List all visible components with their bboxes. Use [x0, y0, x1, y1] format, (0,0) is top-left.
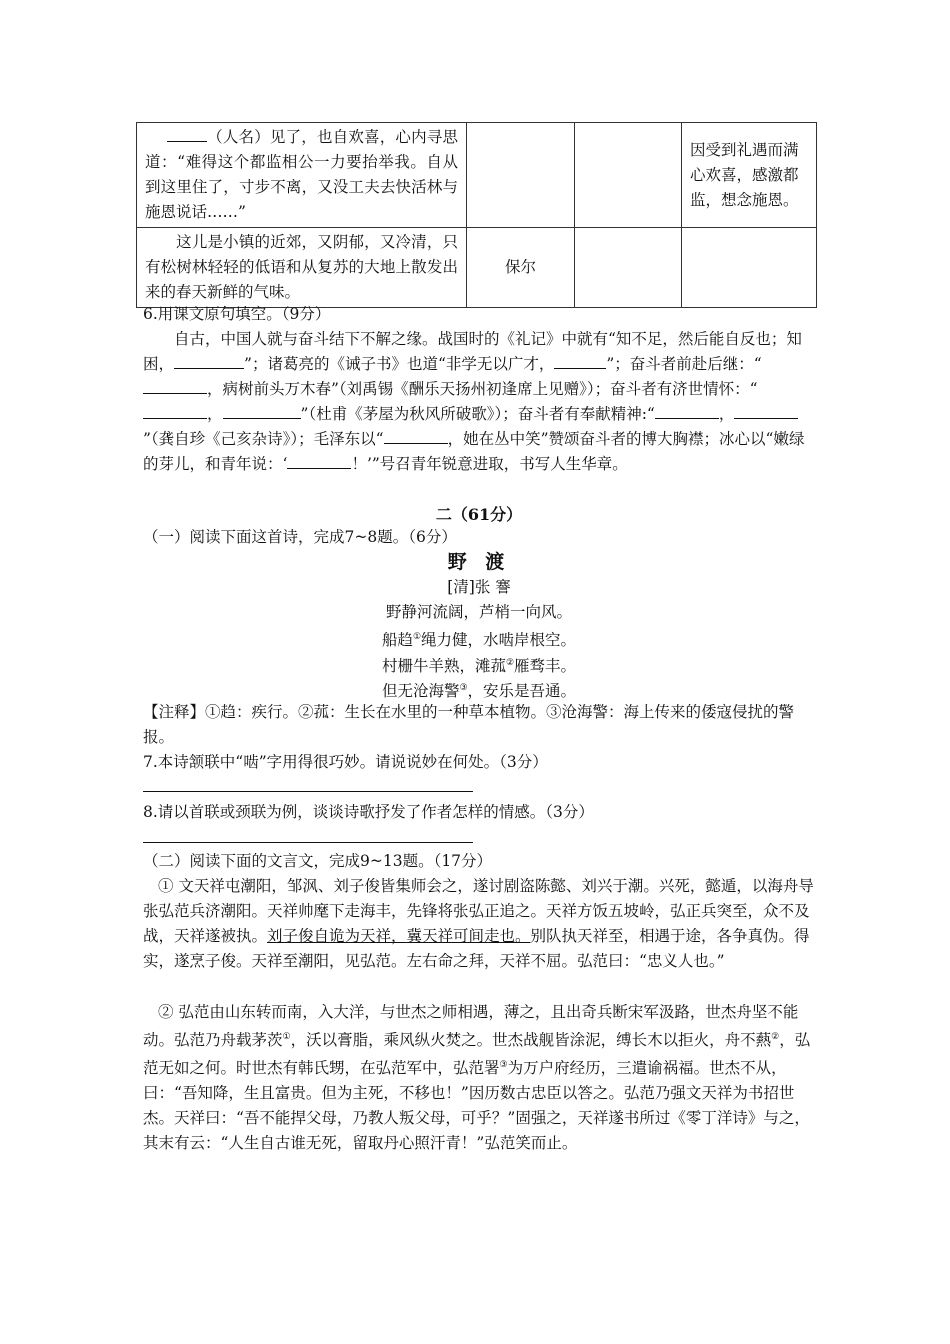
- fill-blank[interactable]: [223, 403, 301, 419]
- fill-blank[interactable]: [384, 428, 448, 444]
- classical-paragraph-2: [143, 1000, 815, 1156]
- footnote-mark: ③: [459, 683, 468, 693]
- footnote-mark: ②: [771, 1032, 780, 1042]
- classical-paragraph-1: [143, 874, 815, 974]
- excerpt-text: 这儿是小镇的近郊，又阴郁，又冷清，只有松树林轻轻的低语和从复苏的大地上散发出来的春天新鲜的气味。: [145, 233, 458, 301]
- table-cell-character: 保尔: [467, 228, 575, 308]
- text: 绳力健，水啮岸根空。: [421, 631, 577, 650]
- reading-table: [136, 122, 817, 308]
- text: ”；奋斗者前赴后继：“: [606, 355, 762, 373]
- part-2-instruction: （二）阅读下面的文言文，完成9~13题。（17分）: [143, 852, 493, 870]
- underlined-sentence: 刘子俊自诡为天祥，冀天祥可间走也。: [267, 927, 531, 945]
- poem-title: 野 渡: [447, 551, 511, 573]
- footnote-mark: ①: [282, 1032, 291, 1042]
- question-6-body: [143, 327, 815, 477]
- text: ，她在丛中笑”赞颂奋斗者的博大胸襟；冰心以“嫩绿的芽儿，和青年说：‘: [143, 430, 805, 473]
- question-8: 8.请以首联或颈联为例，谈谈诗歌抒发了作者怎样的情感。（3分）: [143, 803, 594, 821]
- text: ！’”号召青年锐意进取，书写人生华章。: [351, 455, 628, 473]
- text: ，: [718, 405, 735, 423]
- question-7: 7.本诗颔联中“啮”字用得很巧妙。请说说妙在何处。（3分）: [143, 753, 548, 771]
- excerpt-text: （人名）见了，也自欢喜，心内寻思道：“难得这个都监相公一力要抬举我。自从到这里住了，寸步不离，又没工夫去快活林与施恩说话……”: [145, 128, 458, 221]
- text: 村栅牛羊熟，滩菰: [381, 657, 506, 676]
- table-cell-empty[interactable]: [682, 228, 817, 308]
- answer-line-8[interactable]: [143, 842, 473, 843]
- text: 但无沧海警: [381, 682, 460, 701]
- footnote-mark: ②: [505, 658, 515, 668]
- fill-blank[interactable]: [734, 403, 798, 419]
- question-6-title: 6.用课文原句填空。（9分）: [143, 305, 331, 323]
- text: ，安乐是吾通。: [467, 682, 577, 701]
- text: ，病树前头万木春”（刘禹锡《酬乐天扬州初逢席上见赠》）；奋斗者有济世情怀：“: [207, 380, 758, 398]
- table-cell-empty[interactable]: [575, 123, 682, 228]
- table-row: [137, 228, 817, 308]
- text: 雁骛丰。: [514, 657, 577, 676]
- text: 为万户府经历，三遣谕祸福。世杰不从，曰：“吾知降，生且富贵。但为主死，不移也！”因历数古忠臣以答之。弘范乃强文天祥为书招世杰。天祥曰：“吾不能捍父母，乃教人叛父母，可乎？”固强之，天祥遂书所过《零丁洋诗》与之，其末有云：“人生自古谁无死，留取丹心照汗青！”弘范笑而止。: [143, 1059, 810, 1153]
- name-blank[interactable]: [167, 127, 207, 142]
- table-cell-excerpt: [137, 123, 467, 228]
- footnote-mark: ①: [412, 632, 422, 642]
- text: ① 文天祥屯潮阳，邹沨、刘子俊皆集师会之，遂讨剧盗陈懿、刘兴于潮。兴死，懿遁，以海舟导张弘范兵济潮阳。天祥帅麾下走海丰，先锋将张弘正追之。天祥方饭五坡岭，弘正兵突至，众不及战，天祥遂被执。: [143, 877, 814, 945]
- text: ”（龚自珍《己亥杂诗》）；毛泽东以“: [143, 430, 384, 448]
- fill-blank[interactable]: [554, 353, 606, 369]
- table-cell-empty[interactable]: [467, 123, 575, 228]
- text: 船趋: [381, 631, 413, 650]
- text: ”（杜甫《茅屋为秋风所破歌》）；奋斗者有奉献精神:“: [300, 405, 655, 423]
- poem-notes: 【注释】①趋：疾行。②菰：生长在水里的一种草本植物。③沧海警：海上传来的倭寇侵扰的警报。: [143, 703, 795, 746]
- fill-blank[interactable]: [143, 403, 207, 419]
- fill-blank[interactable]: [143, 378, 207, 394]
- text: ，沃以膏脂，乘风纵火焚之。世杰战舰皆涂泥，缚长木以拒火，舟不爇: [290, 1031, 772, 1050]
- fill-blank[interactable]: [287, 453, 351, 469]
- poem-line-1: 野静河流阔，芦梢一向风。: [385, 603, 572, 621]
- text: ② 弘范由山东转而南，入大洋，与世杰之师相遇，薄之，且出奇兵断宋军汲路，世杰舟坚不能动。弘范乃舟载茅茨: [143, 1003, 799, 1050]
- answer-line-7[interactable]: [143, 791, 473, 792]
- text: ，弘范无如之何。时世杰有韩氏甥，在弘范军中，弘范署: [143, 1031, 811, 1078]
- part-1-instruction: （一）阅读下面这首诗，完成7~8题。（6分）: [143, 528, 457, 546]
- poem-author: [清]张 謇: [447, 578, 511, 596]
- table-cell-excerpt: [137, 228, 467, 308]
- fill-blank[interactable]: [174, 353, 244, 369]
- poem-line-2: [143, 624, 815, 653]
- text: 自古，中国人就与奋斗结下不解之缘。战国时的《礼记》中就有“知不足，然后能自反也；知困，: [143, 330, 802, 373]
- text: 别队执天祥至，相遇于途，各争真伪。得实，遂烹子俊。天祥至潮阳，见弘范。左右命之拜，天祥不屈。弘范曰：“忠义人也。”: [143, 927, 810, 970]
- table-cell-empty[interactable]: [575, 228, 682, 308]
- table-cell-feeling: 因受到礼遇而满心欢喜，感激都监，想念施恩。: [682, 123, 817, 228]
- section-2-title: 二（61分）: [435, 505, 523, 524]
- table-row: [137, 123, 817, 228]
- fill-blank[interactable]: [655, 403, 719, 419]
- footnote-mark: ③: [499, 1060, 508, 1071]
- text: ，: [207, 405, 223, 423]
- text: ”；诸葛亮的《诫子书》也道“非学无以广才，: [244, 355, 555, 373]
